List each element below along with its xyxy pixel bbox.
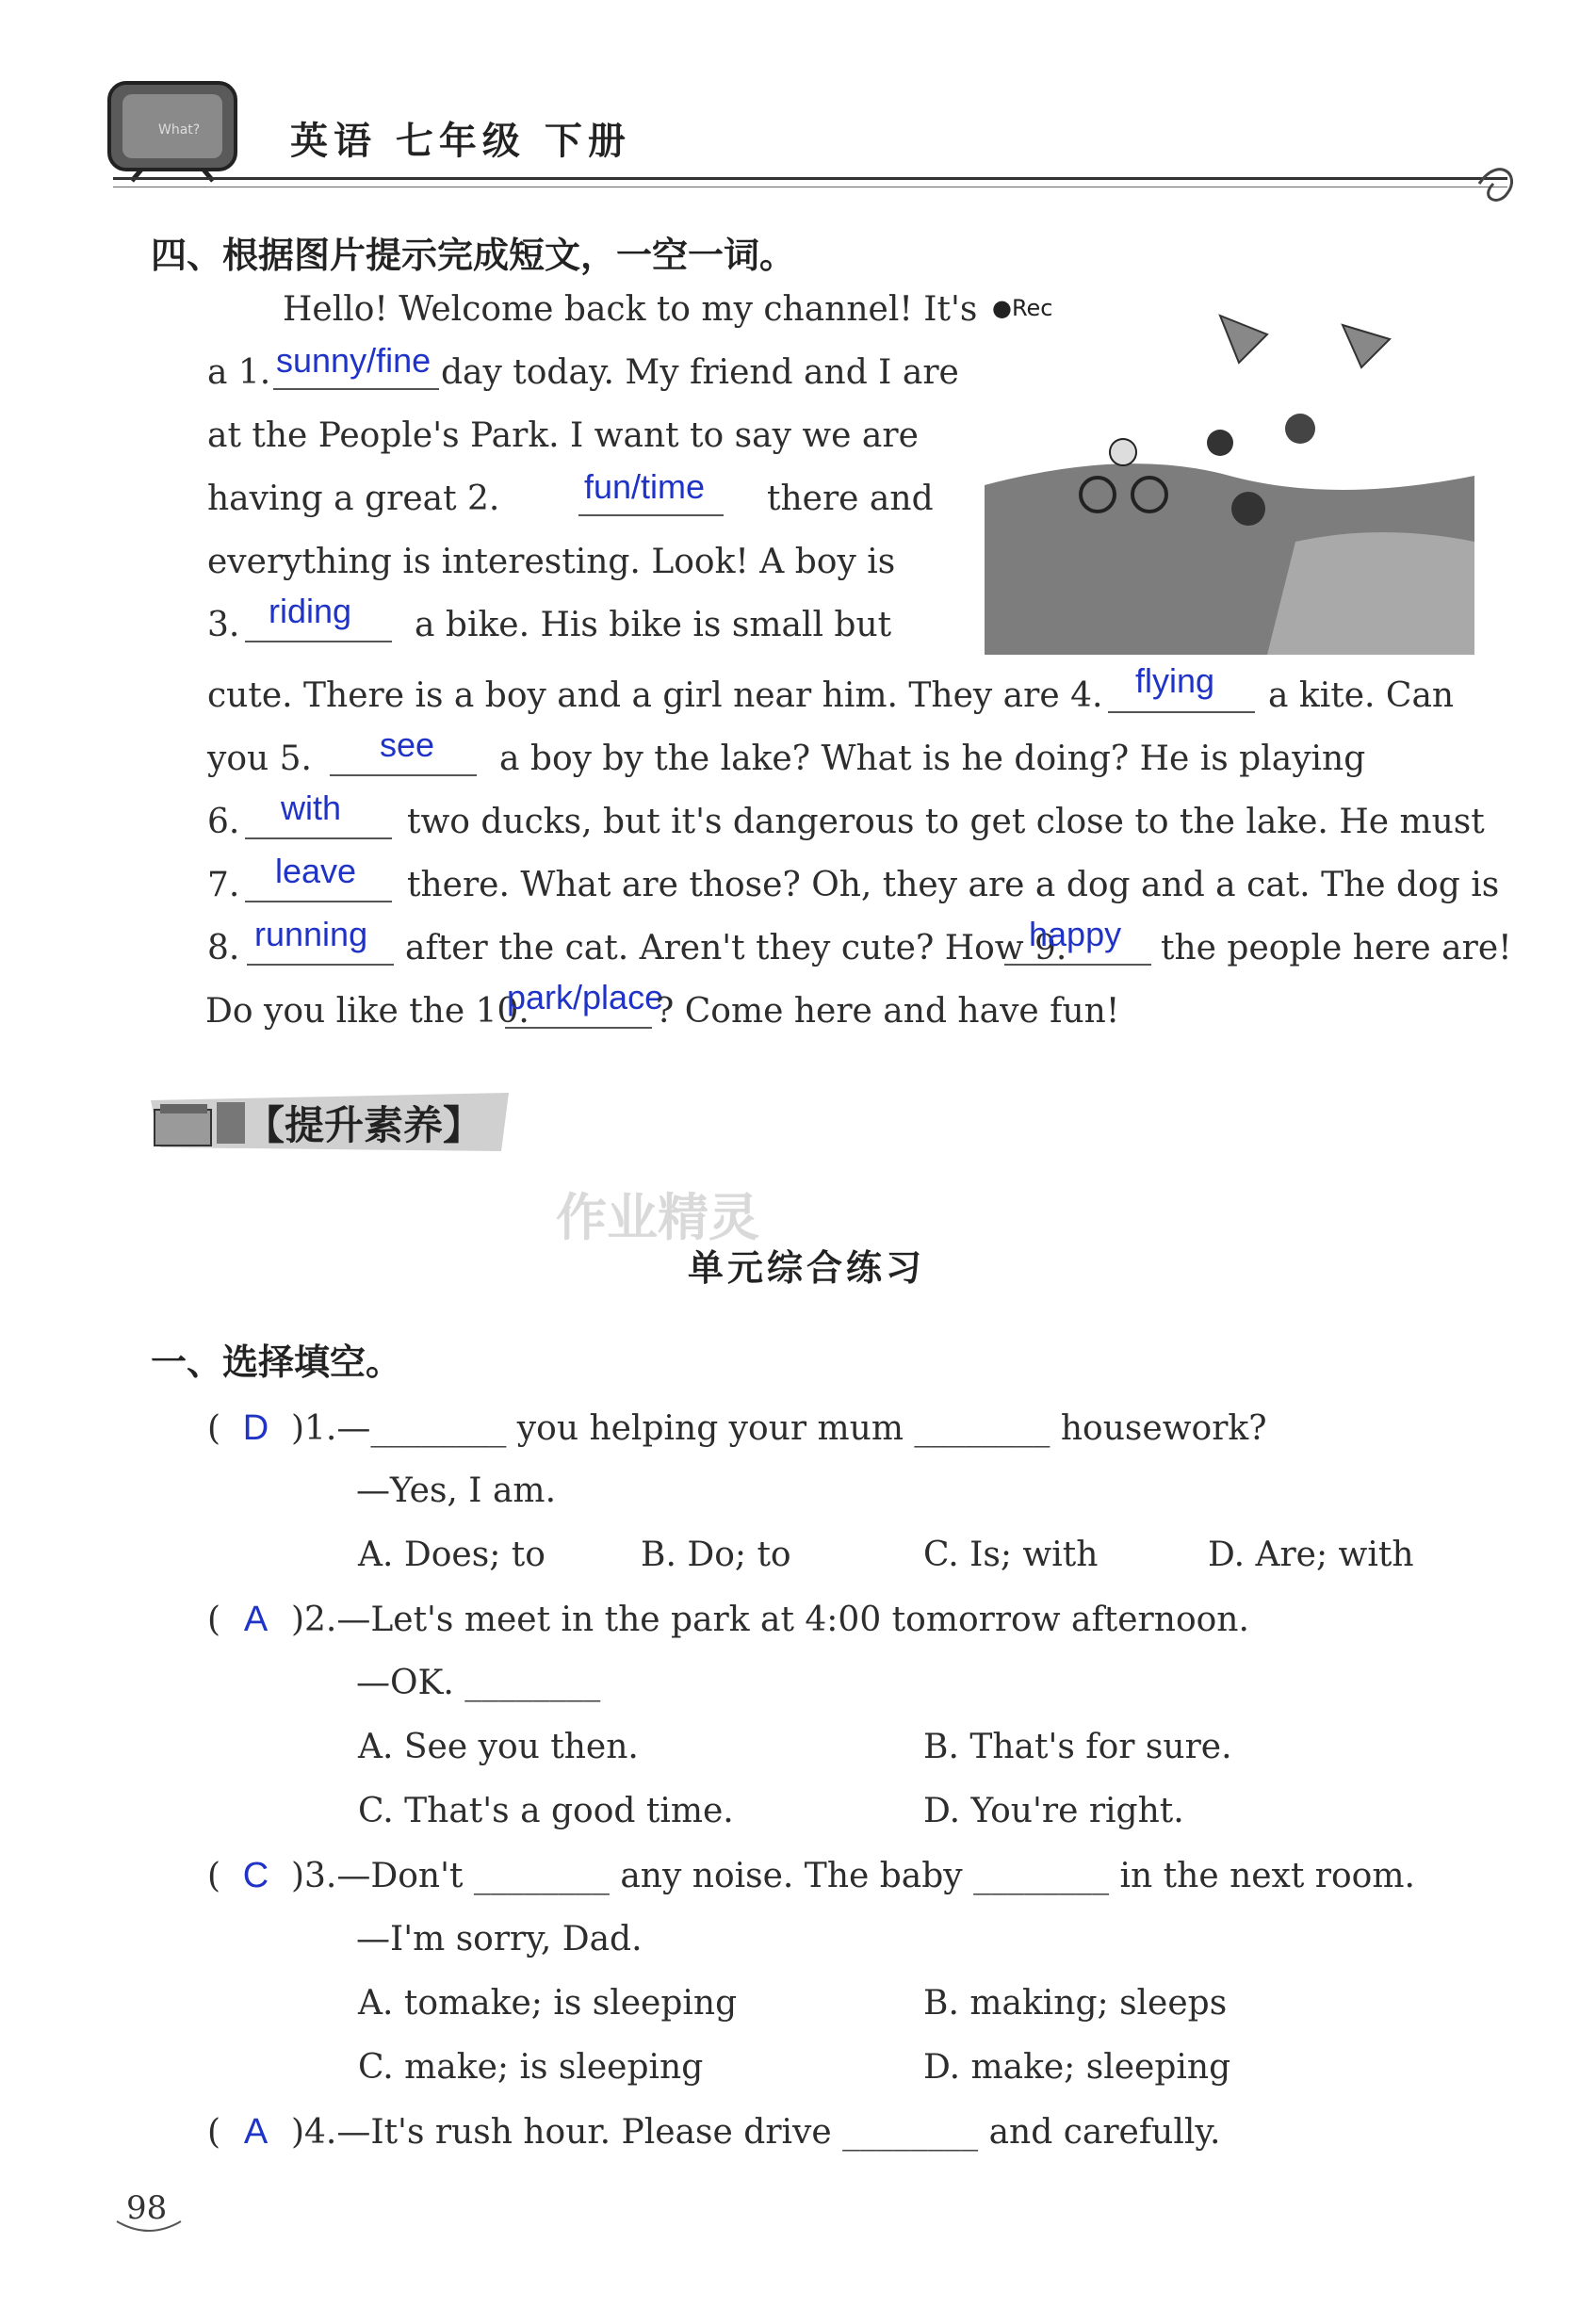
tv-logo-icon	[104, 77, 243, 183]
q1-answer: D	[242, 1408, 269, 1448]
blank-4[interactable]	[1108, 711, 1255, 713]
passage-line-12b: ? Come here and have fun!	[656, 992, 1120, 1031]
passage-line-11c: the people here are!	[1161, 929, 1512, 967]
answer-4: flying	[1135, 661, 1215, 700]
q2-answer: A	[243, 1600, 269, 1639]
passage-line-3: at the People's Park. I want to say we are	[207, 416, 919, 455]
question-1: ( D )1.—________ you helping your mum ________ housework?	[207, 1408, 1267, 1448]
answer-6: with	[281, 788, 342, 827]
passage-line-8a: you 5.	[207, 740, 312, 778]
q2-option-a[interactable]: A. See you then.	[358, 1728, 639, 1766]
passage-line-9a: 6.	[207, 803, 240, 841]
answer-9: happy	[1029, 915, 1122, 953]
passage-line-4a: having a great 2.	[207, 479, 500, 518]
q1-reply: —Yes, I am.	[356, 1471, 557, 1510]
question-3: ( C )3.—Don't ________ any noise. The baby ________ in the next room.	[207, 1856, 1415, 1895]
passage-line-6a: 3.	[207, 606, 240, 644]
passage-line-11b: after the cat. Aren't they cute? How 9.	[405, 929, 1067, 967]
question-2: ( A )2.—Let's meet in the park at 4:00 tomorrow afternoon.	[207, 1600, 1249, 1639]
blank-10[interactable]	[505, 1027, 652, 1029]
q4-answer: A	[243, 2112, 269, 2152]
passage-line-9b: two ducks, but it's dangerous to get close to the lake. He must	[407, 803, 1485, 841]
q2-option-b[interactable]: B. That's for sure.	[923, 1728, 1232, 1766]
passage-line-8b: a boy by the lake? What is he doing? He is playing	[499, 740, 1366, 778]
passage-line-7a: cute. There is a boy and a girl near him. They are 4.	[207, 676, 1103, 715]
question-4: ( A )4.—It's rush hour. Please drive ________ and carefully.	[207, 2112, 1221, 2152]
passage-line-10b: there. What are those? Oh, they are a dog and a cat. The dog is	[407, 866, 1500, 904]
tv-text: What?	[158, 122, 201, 138]
q2-reply: —OK. ________	[356, 1664, 601, 1702]
q3-option-d[interactable]: D. make; sleeping	[923, 2048, 1231, 2087]
answer-8: running	[254, 915, 368, 953]
q3-option-c[interactable]: C. make; is sleeping	[358, 2048, 704, 2087]
blank-1[interactable]	[273, 388, 439, 390]
unit-title: 单元综合练习	[688, 1246, 926, 1289]
park-illustration	[985, 287, 1474, 655]
blank-9[interactable]	[1004, 964, 1151, 966]
answer-7: leave	[275, 852, 357, 890]
watermark: 作业精灵	[556, 1188, 759, 1247]
passage-line-10a: 7.	[207, 866, 240, 904]
passage-line-2a: a 1.	[207, 353, 271, 392]
blank-2[interactable]	[578, 514, 724, 516]
passage-line-12a: Do you like the 10.	[205, 992, 529, 1031]
section4-title: 四、根据图片提示完成短文，一空一词。	[151, 234, 796, 276]
passage-line-6b: a bike. His bike is small but	[415, 606, 892, 644]
page-number: 98	[126, 2189, 168, 2227]
banner-label: 【提升素养】	[245, 1102, 483, 1148]
passage-line-5: everything is interesting. Look! A boy is	[207, 543, 896, 581]
passage-line-4b: there and	[767, 479, 934, 518]
header-divider	[113, 177, 1507, 180]
answer-10: park/place	[507, 978, 664, 1016]
section-banner	[151, 1081, 509, 1159]
answer-3: riding	[269, 592, 352, 630]
q1-option-b[interactable]: B. Do; to	[641, 1536, 791, 1574]
answer-1: sunny/fine	[276, 341, 432, 380]
q1-option-a[interactable]: A. Does; to	[358, 1536, 546, 1574]
passage-line-11a: 8.	[207, 929, 240, 967]
passage-line-2b: day today. My friend and I are	[441, 353, 959, 392]
q1-option-d[interactable]: D. Are; with	[1208, 1536, 1414, 1574]
answer-5: see	[380, 725, 435, 764]
page-header-title: 英语 七年级 下册	[290, 119, 631, 163]
passage-line-7b: a kite. Can	[1268, 676, 1455, 715]
q2-option-d[interactable]: D. You're right.	[923, 1792, 1184, 1830]
blank-3[interactable]	[245, 641, 392, 642]
q3-answer: C	[242, 1856, 269, 1895]
q3-reply: —I'm sorry, Dad.	[356, 1920, 643, 1959]
passage-line-1: Hello! Welcome back to my channel! It's	[283, 290, 978, 329]
section1-title: 一、选择填空。	[151, 1341, 402, 1383]
rec-label: ●Rec	[992, 295, 1053, 321]
q3-option-b[interactable]: B. making; sleeps	[923, 1984, 1228, 2023]
blank-8[interactable]	[247, 964, 394, 966]
q2-option-c[interactable]: C. That's a good time.	[358, 1792, 734, 1830]
swirl-ornament-icon	[1470, 155, 1526, 212]
answer-2: fun/time	[584, 467, 706, 506]
page-number-badge	[111, 2184, 187, 2236]
q1-option-c[interactable]: C. Is; with	[923, 1536, 1099, 1574]
q3-option-a[interactable]: A. tomake; is sleeping	[358, 1984, 738, 2023]
blank-7[interactable]	[245, 901, 392, 902]
blank-6[interactable]	[245, 837, 392, 839]
blank-5[interactable]	[330, 774, 477, 776]
